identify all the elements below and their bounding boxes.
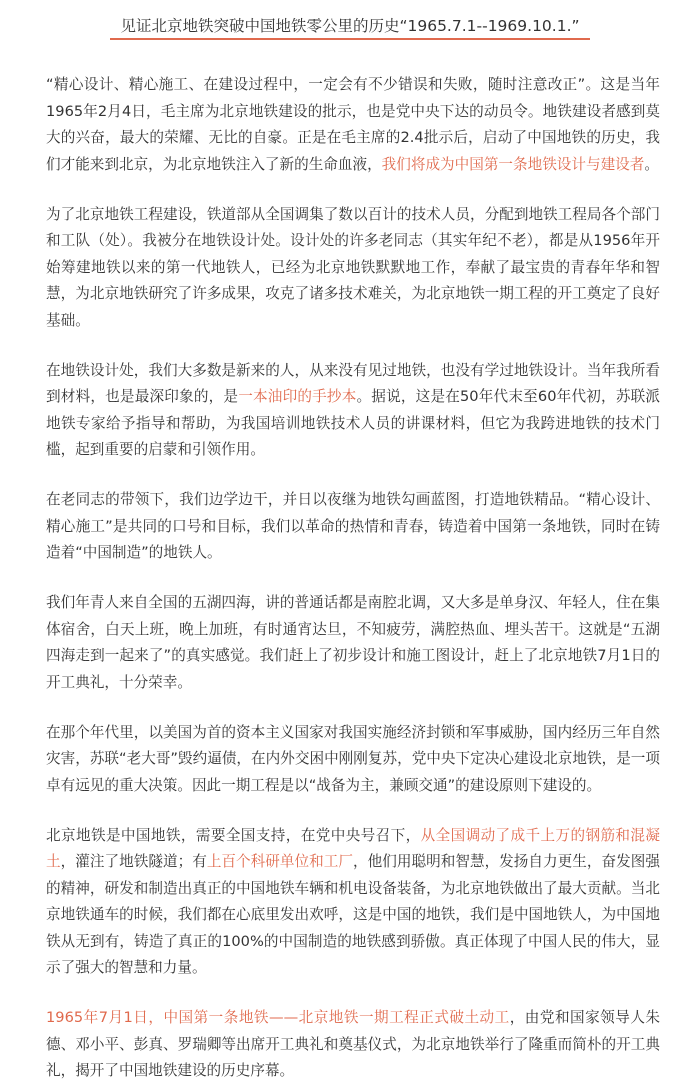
- paragraph-4: [46, 487, 660, 567]
- text-segment: 北京地铁是中国地铁，需要全国支持，在党中央号召下，: [46, 826, 421, 844]
- article-body: [0, 44, 700, 1085]
- paragraph-5: [46, 590, 660, 696]
- highlight-text: 从全国调动了成千上万的钢筋和混凝土: [46, 826, 660, 870]
- text-segment: 。: [644, 155, 659, 173]
- paragraph-2: [46, 202, 660, 335]
- highlight-text: 我们将成为中国第一条地铁设计与建设者: [381, 155, 645, 173]
- header: [0, 0, 700, 44]
- text-segment: 。据说，这是在50年代末至60年代初，苏联派地铁专家给予指导和帮助，为我国培训地铁技术人员的讲课材料，但它为我跨进地铁的技术门槛，起到重要的启蒙和引领作用。: [46, 388, 660, 458]
- text-segment: ，他们用聪明和智慧，发扬自力更生，奋发图强的精神，研发和制造出真正的中国地铁车辆和机电设备装备，为北京地铁做出了最大贡献。当北京地铁通车的时候，我们都在心底里发出欢呼，这是中国的地铁，我们是中国地铁人，为中国地铁从无到有，铸造了真正的100%的中国制造的地铁感到骄傲。真正体现了中国人民的伟大，显示了强大的智慧和力量。: [46, 853, 660, 976]
- text-segment: 在老同志的带领下，我们边学边干，并日以夜继为地铁勾画蓝图，打造地铁精品。“精心设计、精心施工”是共同的口号和目标，我们以革命的热情和青春，铸造着中国第一条地铁，同时在铸造着“中国制造”的地铁人。: [46, 491, 660, 561]
- article-title: 见证北京地铁突破中国地铁零公里的历史“1965.7.1--1969.10.1.”: [120, 17, 580, 35]
- highlight-text: 1965年7月1日，中国第一条地铁——北京地铁一期工程正式破土动工: [46, 1009, 510, 1026]
- text-segment: “精心设计、精心施工、在建设过程中，一定会有不少错误和失败，随时注意改正”。这是当年1965年2月4日，毛主席为北京地铁建设的批示，也是党中央下达的动员令。地铁建设者感到莫大的兴奋，最大的荣耀、无比的自豪。正是在毛主席的2.4批示后，启动了中国地铁的历史，我们才能来到北京，为北京地铁注入了新的生命血液，: [46, 76, 660, 173]
- paragraph-3: [46, 358, 660, 464]
- paragraph-6: [46, 720, 660, 800]
- text-segment: 我们年青人来自全国的五湖四海，讲的普通话都是南腔北调，又大多是单身汉、年轻人，住在集体宿舍，白天上班，晚上加班，有时通宵达旦，不知疲劳，满腔热血、埋头苦干。这就是“五湖四海走到一起来了”的真实感觉。我们赶上了初步设计和施工图设计，赶上了北京地铁7月1日的开工典礼，十分荣幸。: [46, 594, 660, 691]
- title-underline: [110, 38, 590, 40]
- text-segment: 为了北京地铁工程建设，铁道部从全国调集了数以百计的技术人员，分配到地铁工程局各个部门和工队（处）。我被分在地铁设计处。设计处的许多老同志（其实年纪不老），都是从1956年开始筹建地铁以来的第一代地铁人，已经为北京地铁默默地工作，奉献了最宝贵的青春年华和智慧，为北京地铁研究了许多成果，攻克了诸多技术难关，为北京地铁一期工程的开工奠定了良好基础。: [46, 205, 660, 329]
- text-segment: ，灌注了地铁隧道；有: [60, 853, 207, 870]
- paragraph-1: [46, 72, 660, 178]
- highlight-text: 一本油印的手抄本: [238, 388, 357, 405]
- text-segment: 在那个年代里，以美国为首的资本主义国家对我国实施经济封锁和军事威胁，国内经历三年自然灾害，苏联“老大哥”毁约逼债，在内外交困中刚刚复苏，党中央下定决心建设北京地铁，是一项卓有远见的重大决策。因此一期工程是以“战备为主，兼顾交通”的建设原则下建设的。: [46, 723, 660, 794]
- text-segment: 在地铁设计处，我们大多数是新来的人，从来没有见过地铁，也没有学过地铁设计。当年我所看到材料，也是最深印象的，是: [46, 361, 660, 405]
- highlight-text: 上百个科研单位和工厂: [206, 853, 353, 870]
- paragraph-8: [46, 1005, 660, 1085]
- paragraph-7: [46, 823, 660, 982]
- text-segment: ，由党和国家领导人朱德、邓小平、彭真、罗瑞卿等出席开工典礼和奠基仪式，为北京地铁举行了隆重而简朴的开工典礼，揭开了中国地铁建设的历史序幕。: [46, 1009, 660, 1079]
